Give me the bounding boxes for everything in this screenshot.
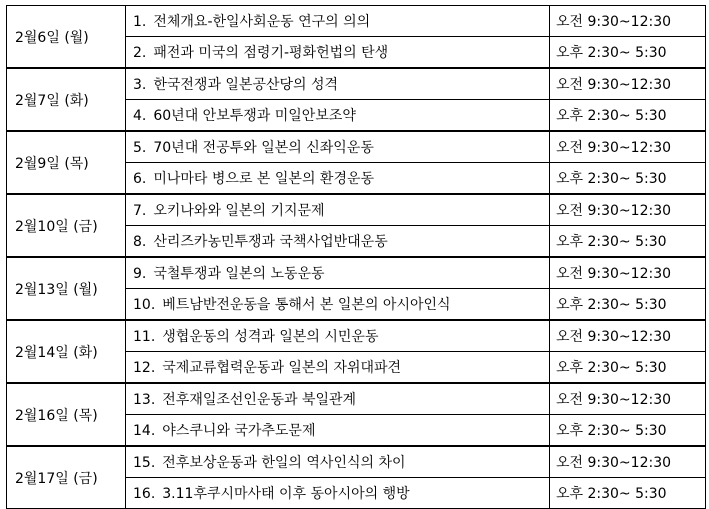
lecture-topic-cell — [126, 446, 550, 478]
lecture-number: 8. — [133, 234, 147, 250]
lecture-topic-cell — [126, 257, 550, 289]
lecture-number: 5. — [133, 140, 147, 156]
lecture-number: 7. — [133, 203, 147, 219]
lecture-number: 10. — [133, 297, 156, 313]
lecture-title: 70년대 전공투와 일본의 신좌익운동 — [153, 140, 374, 156]
schedule-day-group — [7, 6, 706, 69]
lecture-number: 1. — [133, 14, 147, 30]
lecture-schedule-table — [6, 5, 706, 509]
lecture-number: 9. — [133, 266, 147, 282]
schedule-day-group — [7, 68, 706, 131]
lecture-time: 오후 2:30~ 5:30 — [550, 415, 706, 447]
lecture-title: 오키나와와 일본의 기지문제 — [153, 203, 325, 219]
schedule-day-group — [7, 320, 706, 383]
schedule-day-group — [7, 257, 706, 320]
lecture-time: 오전 9:30~12:30 — [550, 320, 706, 352]
lecture-title: 생협운동의 성격과 일본의 시민운동 — [162, 329, 379, 345]
lecture-number: 14. — [133, 423, 156, 439]
lecture-time: 오후 2:30~ 5:30 — [550, 289, 706, 321]
session-date: 2월14일 (화) — [7, 320, 126, 383]
lecture-title: 야스쿠니와 국가추도문제 — [162, 423, 316, 439]
lecture-time: 오전 9:30~12:30 — [550, 68, 706, 100]
lecture-topic-cell — [126, 37, 550, 69]
session-date: 2월17일 (금) — [7, 446, 126, 509]
table-row — [7, 131, 706, 163]
lecture-title: 국제교류협력운동과 일본의 자위대파견 — [162, 360, 402, 376]
lecture-time: 오후 2:30~ 5:30 — [550, 478, 706, 509]
lecture-topic-cell — [126, 383, 550, 415]
table-row — [7, 6, 706, 37]
lecture-title: 미나마타 병으로 본 일본의 환경운동 — [153, 171, 375, 187]
session-date: 2월6일 (월) — [7, 6, 126, 69]
lecture-time: 오전 9:30~12:30 — [550, 194, 706, 226]
session-date: 2월16일 (목) — [7, 383, 126, 446]
schedule-day-group — [7, 383, 706, 446]
lecture-time: 오후 2:30~ 5:30 — [550, 100, 706, 132]
lecture-title: 전후재일조선인운동과 북일관계 — [162, 392, 357, 408]
lecture-time: 오후 2:30~ 5:30 — [550, 37, 706, 69]
lecture-title: 베트남반전운동을 통해서 본 일본의 아시아인식 — [162, 297, 451, 313]
lecture-time: 오전 9:30~12:30 — [550, 383, 706, 415]
lecture-title: 한국전쟁과 일본공산당의 성격 — [153, 77, 339, 93]
table-row — [7, 68, 706, 100]
schedule-day-group — [7, 446, 706, 509]
lecture-topic-cell — [126, 289, 550, 321]
lecture-title: 산리즈카농민투쟁과 국책사업반대운동 — [153, 234, 388, 250]
table-row — [7, 320, 706, 352]
lecture-time: 오전 9:30~12:30 — [550, 131, 706, 163]
schedule-day-group — [7, 131, 706, 194]
lecture-topic-cell — [126, 68, 550, 100]
lecture-time: 오전 9:30~12:30 — [550, 257, 706, 289]
lecture-topic-cell — [126, 478, 550, 509]
lecture-number: 3. — [133, 77, 147, 93]
lecture-time: 오전 9:30~12:30 — [550, 6, 706, 37]
lecture-time: 오전 9:30~12:30 — [550, 446, 706, 478]
lecture-topic-cell — [126, 194, 550, 226]
table-row — [7, 383, 706, 415]
session-date: 2월9일 (목) — [7, 131, 126, 194]
lecture-number: 6. — [133, 171, 147, 187]
lecture-title: 패전과 미국의 점령기-평화헌법의 탄생 — [153, 45, 389, 61]
table-row — [7, 257, 706, 289]
lecture-topic-cell — [126, 6, 550, 37]
lecture-title: 국철투쟁과 일본의 노동운동 — [153, 266, 325, 282]
lecture-topic-cell — [126, 131, 550, 163]
lecture-time: 오후 2:30~ 5:30 — [550, 163, 706, 195]
table-row — [7, 446, 706, 478]
lecture-number: 13. — [133, 392, 156, 408]
lecture-topic-cell — [126, 100, 550, 132]
lecture-time: 오후 2:30~ 5:30 — [550, 226, 706, 258]
session-date: 2월13일 (월) — [7, 257, 126, 320]
lecture-topic-cell — [126, 352, 550, 384]
lecture-number: 11. — [133, 329, 156, 345]
lecture-number: 2. — [133, 45, 147, 61]
lecture-title: 전체개요-한일사회운동 연구의 의의 — [153, 14, 371, 30]
lecture-title: 60년대 안보투쟁과 미일안보조약 — [153, 108, 356, 124]
lecture-title: 전후보상운동과 한일의 역사인식의 차이 — [162, 455, 406, 471]
lecture-time: 오후 2:30~ 5:30 — [550, 352, 706, 384]
table-row — [7, 194, 706, 226]
schedule-day-group — [7, 194, 706, 257]
lecture-topic-cell — [126, 415, 550, 447]
session-date: 2월10일 (금) — [7, 194, 126, 257]
lecture-number: 15. — [133, 455, 156, 471]
lecture-number: 4. — [133, 108, 147, 124]
session-date: 2월7일 (화) — [7, 68, 126, 131]
lecture-number: 12. — [133, 360, 156, 376]
lecture-topic-cell — [126, 226, 550, 258]
lecture-topic-cell — [126, 163, 550, 195]
lecture-topic-cell — [126, 320, 550, 352]
lecture-title: 3.11후쿠시마사태 이후 동아시아의 행방 — [162, 486, 410, 502]
lecture-number: 16. — [133, 486, 156, 502]
